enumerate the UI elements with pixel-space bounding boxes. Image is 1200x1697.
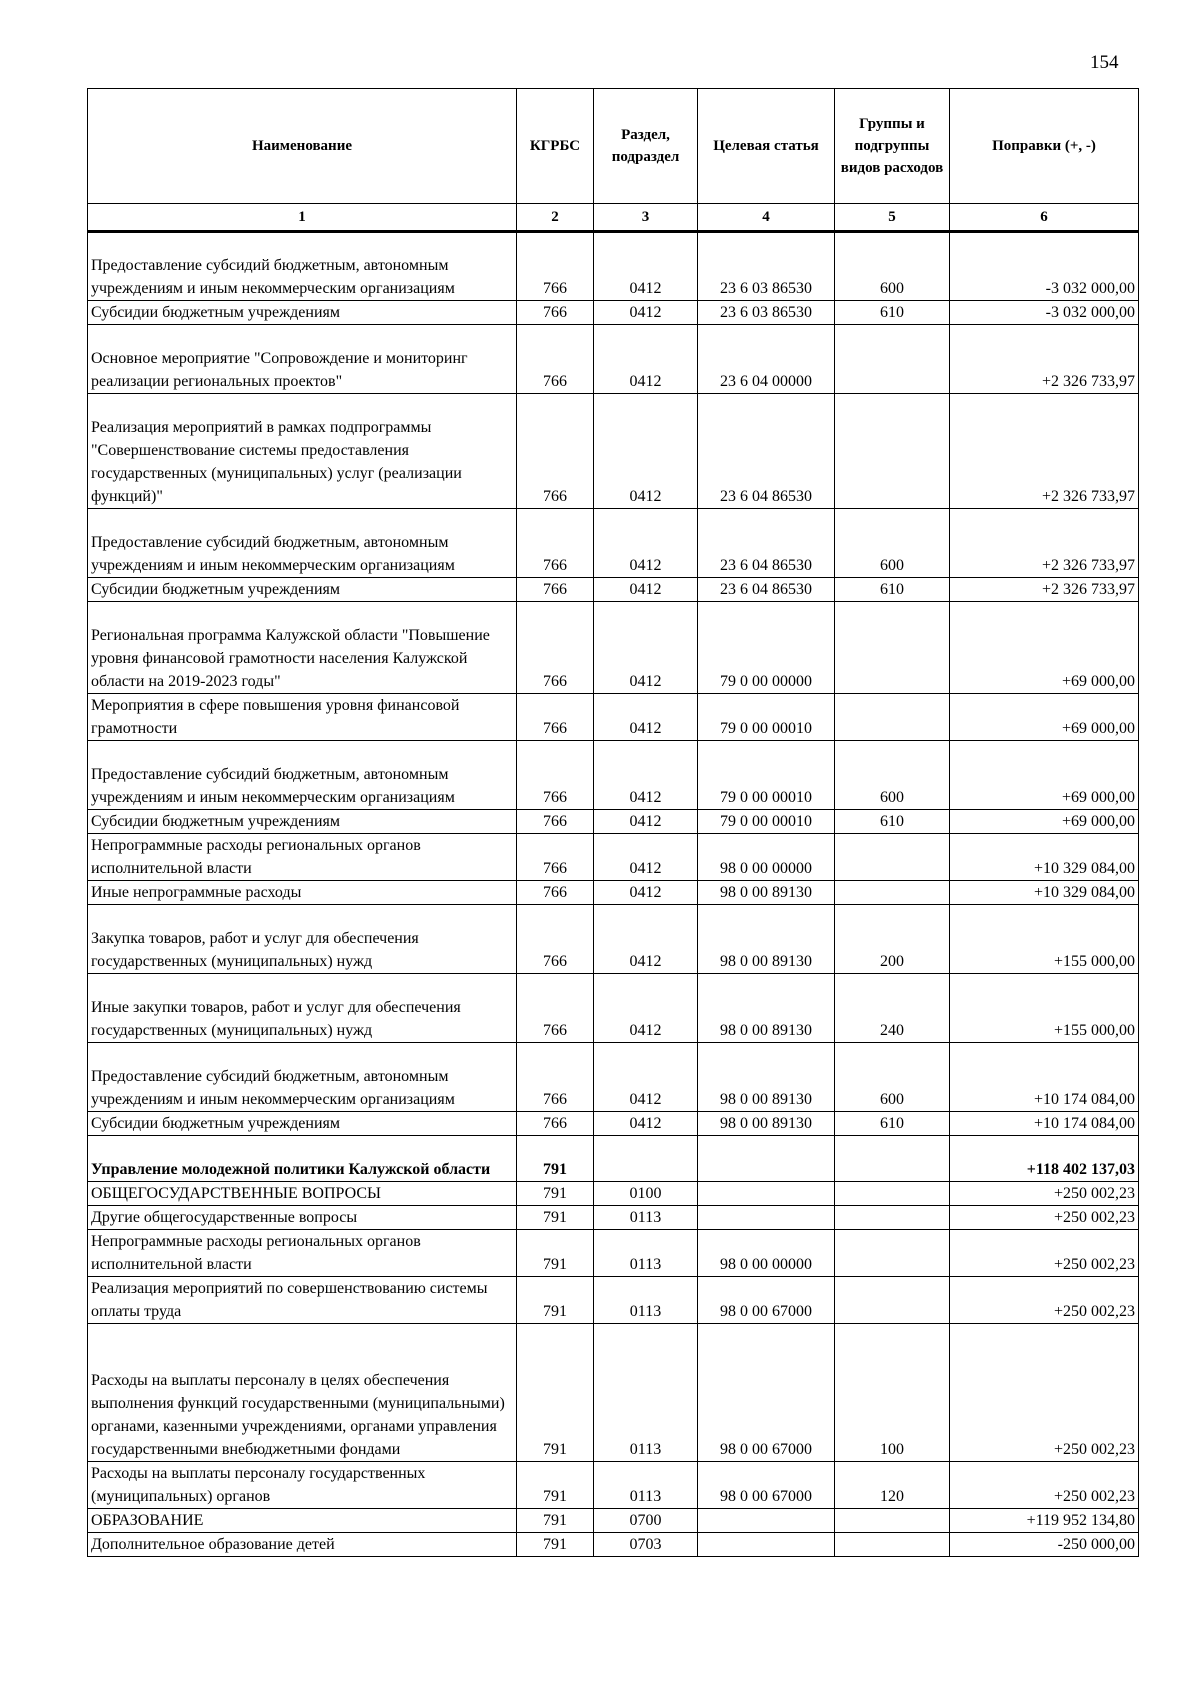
cell-section: 0412 [594, 834, 698, 881]
cell-amount: +250 002,23 [950, 1324, 1139, 1462]
cell-group [835, 1182, 950, 1206]
cell-target: 23 6 03 86530 [698, 232, 835, 301]
cell-section: 0412 [594, 325, 698, 394]
table-row [88, 974, 1139, 1043]
cell-kgrbs: 791 [517, 1206, 594, 1230]
cell-kgrbs: 766 [517, 1112, 594, 1136]
cell-kgrbs: 766 [517, 694, 594, 741]
table-row [88, 394, 1139, 509]
cell-section: 0412 [594, 232, 698, 301]
page-number: 154 [1090, 52, 1119, 73]
table-header-row [88, 89, 1139, 204]
cell-name: ОБЩЕГОСУДАРСТВЕННЫЕ ВОПРОСЫ [88, 1182, 517, 1206]
header-group: Группы и подгруппы видов расходов [835, 89, 950, 204]
cell-target: 98 0 00 89130 [698, 1043, 835, 1112]
cell-section: 0412 [594, 509, 698, 578]
cell-target: 23 6 03 86530 [698, 301, 835, 325]
cell-section: 0412 [594, 974, 698, 1043]
cell-target: 98 0 00 67000 [698, 1277, 835, 1324]
cell-kgrbs: 766 [517, 509, 594, 578]
cell-name: Предоставление субсидий бюджетным, автономным учреждениям и иным некоммерческим организациям [88, 1043, 517, 1112]
cell-amount: +10 174 084,00 [950, 1112, 1139, 1136]
cell-amount: +250 002,23 [950, 1182, 1139, 1206]
table-body [88, 232, 1139, 1557]
cell-kgrbs: 766 [517, 602, 594, 694]
cell-name: Непрограммные расходы региональных органов исполнительной власти [88, 834, 517, 881]
cell-target: 98 0 00 89130 [698, 881, 835, 905]
cell-name: Непрограммные расходы региональных органов исполнительной власти [88, 1230, 517, 1277]
cell-kgrbs: 766 [517, 834, 594, 881]
cell-section: 0412 [594, 1043, 698, 1112]
header-amount: Поправки (+, -) [950, 89, 1139, 204]
cell-name: Реализация мероприятий в рамках подпрограммы "Совершенствование системы предоставления государственных (муниципальных) услуг (реализации функций)" [88, 394, 517, 509]
cell-kgrbs: 766 [517, 1043, 594, 1112]
cell-target: 98 0 00 00000 [698, 834, 835, 881]
budget-amendments-table [87, 88, 1139, 1557]
cell-group: 600 [835, 1043, 950, 1112]
cell-name: Расходы на выплаты персоналу государственных (муниципальных) органов [88, 1462, 517, 1509]
table-row [88, 1206, 1139, 1230]
cell-name: Субсидии бюджетным учреждениям [88, 810, 517, 834]
cell-kgrbs: 791 [517, 1277, 594, 1324]
cell-target: 98 0 00 89130 [698, 974, 835, 1043]
cell-target: 23 6 04 86530 [698, 578, 835, 602]
cell-target [698, 1136, 835, 1182]
cell-group [835, 834, 950, 881]
cell-amount: +69 000,00 [950, 694, 1139, 741]
cell-group: 610 [835, 578, 950, 602]
cell-kgrbs: 766 [517, 394, 594, 509]
cell-group [835, 1533, 950, 1557]
cell-group: 600 [835, 741, 950, 810]
cell-kgrbs: 766 [517, 741, 594, 810]
table-row [88, 741, 1139, 810]
cell-target: 98 0 00 00000 [698, 1230, 835, 1277]
cell-section: 0412 [594, 694, 698, 741]
cell-target: 98 0 00 89130 [698, 1112, 835, 1136]
cell-name: Региональная программа Калужской области "Повышение уровня финансовой грамотности населения Калужской области на 2019-2023 годы" [88, 602, 517, 694]
column-number: 5 [835, 204, 950, 232]
cell-section: 0113 [594, 1462, 698, 1509]
cell-target: 98 0 00 67000 [698, 1324, 835, 1462]
cell-kgrbs: 766 [517, 578, 594, 602]
cell-amount: +118 402 137,03 [950, 1136, 1139, 1182]
cell-group: 200 [835, 905, 950, 974]
cell-amount: +10 329 084,00 [950, 881, 1139, 905]
table-row [88, 810, 1139, 834]
cell-amount: +250 002,23 [950, 1206, 1139, 1230]
table-row [88, 578, 1139, 602]
cell-group: 610 [835, 301, 950, 325]
cell-kgrbs: 766 [517, 905, 594, 974]
cell-amount: -3 032 000,00 [950, 232, 1139, 301]
table-row [88, 1182, 1139, 1206]
cell-section: 0113 [594, 1324, 698, 1462]
cell-amount: +2 326 733,97 [950, 394, 1139, 509]
cell-amount: +69 000,00 [950, 810, 1139, 834]
cell-amount: +155 000,00 [950, 974, 1139, 1043]
cell-target: 98 0 00 89130 [698, 905, 835, 974]
cell-amount: +69 000,00 [950, 741, 1139, 810]
cell-name: Предоставление субсидий бюджетным, автономным учреждениям и иным некоммерческим организациям [88, 741, 517, 810]
table-row [88, 1043, 1139, 1112]
cell-group [835, 1136, 950, 1182]
table-row [88, 905, 1139, 974]
table-row [88, 881, 1139, 905]
header-name: Наименование [88, 89, 517, 204]
cell-target: 98 0 00 67000 [698, 1462, 835, 1509]
cell-name: Мероприятия в сфере повышения уровня финансовой грамотности [88, 694, 517, 741]
cell-section: 0412 [594, 602, 698, 694]
cell-target [698, 1182, 835, 1206]
cell-section: 0113 [594, 1230, 698, 1277]
table-row [88, 1509, 1139, 1533]
column-number: 1 [88, 204, 517, 232]
column-number: 6 [950, 204, 1139, 232]
cell-name: Дополнительное образование детей [88, 1533, 517, 1557]
cell-group: 120 [835, 1462, 950, 1509]
cell-section: 0113 [594, 1206, 698, 1230]
cell-kgrbs: 791 [517, 1324, 594, 1462]
cell-target: 23 6 04 86530 [698, 509, 835, 578]
column-number-row [88, 204, 1139, 232]
cell-name: Закупка товаров, работ и услуг для обеспечения государственных (муниципальных) нужд [88, 905, 517, 974]
cell-kgrbs: 791 [517, 1136, 594, 1182]
cell-name: Другие общегосударственные вопросы [88, 1206, 517, 1230]
cell-section: 0412 [594, 301, 698, 325]
cell-section: 0412 [594, 741, 698, 810]
table-row [88, 1324, 1139, 1462]
cell-section: 0412 [594, 881, 698, 905]
header-kgrbs: КГРБС [517, 89, 594, 204]
cell-group: 600 [835, 509, 950, 578]
cell-kgrbs: 766 [517, 232, 594, 301]
cell-group [835, 325, 950, 394]
cell-group: 240 [835, 974, 950, 1043]
cell-name: ОБРАЗОВАНИЕ [88, 1509, 517, 1533]
cell-name: Субсидии бюджетным учреждениям [88, 578, 517, 602]
cell-amount: +69 000,00 [950, 602, 1139, 694]
cell-target: 23 6 04 00000 [698, 325, 835, 394]
column-number: 2 [517, 204, 594, 232]
cell-kgrbs: 766 [517, 325, 594, 394]
cell-amount: +250 002,23 [950, 1230, 1139, 1277]
cell-name: Основное мероприятие "Сопровождение и мониторинг реализации региональных проектов" [88, 325, 517, 394]
cell-group: 600 [835, 232, 950, 301]
header-section: Раздел, подраздел [594, 89, 698, 204]
cell-name: Предоставление субсидий бюджетным, автономным учреждениям и иным некоммерческим организациям [88, 509, 517, 578]
table-row [88, 1533, 1139, 1557]
cell-amount: +119 952 134,80 [950, 1509, 1139, 1533]
table-row [88, 325, 1139, 394]
cell-kgrbs: 766 [517, 810, 594, 834]
cell-amount: -3 032 000,00 [950, 301, 1139, 325]
cell-group: 610 [835, 810, 950, 834]
cell-amount: +10 329 084,00 [950, 834, 1139, 881]
cell-section: 0412 [594, 578, 698, 602]
cell-target [698, 1533, 835, 1557]
cell-amount: +250 002,23 [950, 1277, 1139, 1324]
cell-name: Предоставление субсидий бюджетным, автономным учреждениям и иным некоммерческим организациям [88, 232, 517, 301]
cell-group [835, 694, 950, 741]
cell-group [835, 1230, 950, 1277]
cell-section: 0703 [594, 1533, 698, 1557]
cell-kgrbs: 791 [517, 1533, 594, 1557]
cell-kgrbs: 791 [517, 1230, 594, 1277]
cell-kgrbs: 791 [517, 1182, 594, 1206]
cell-section: 0412 [594, 810, 698, 834]
table-row [88, 301, 1139, 325]
cell-name: Иные закупки товаров, работ и услуг для обеспечения государственных (муниципальных) нужд [88, 974, 517, 1043]
table-row [88, 1277, 1139, 1324]
column-number: 4 [698, 204, 835, 232]
cell-target [698, 1206, 835, 1230]
cell-amount: +250 002,23 [950, 1462, 1139, 1509]
cell-kgrbs: 791 [517, 1509, 594, 1533]
cell-group [835, 881, 950, 905]
table-row [88, 1462, 1139, 1509]
cell-group [835, 1509, 950, 1533]
cell-group [835, 602, 950, 694]
cell-name: Расходы на выплаты персоналу в целях обеспечения выполнения функций государственными (муниципальными) органами, казенными учреждениями, органами управления государственными внебюджетными фондами [88, 1324, 517, 1462]
cell-target: 79 0 00 00010 [698, 741, 835, 810]
cell-section: 0100 [594, 1182, 698, 1206]
cell-amount: +2 326 733,97 [950, 578, 1139, 602]
cell-name: Иные непрограммные расходы [88, 881, 517, 905]
table-row [88, 694, 1139, 741]
header-target: Целевая статья [698, 89, 835, 204]
cell-target [698, 1509, 835, 1533]
cell-target: 79 0 00 00010 [698, 810, 835, 834]
cell-name: Субсидии бюджетным учреждениям [88, 1112, 517, 1136]
cell-name: Управление молодежной политики Калужской области [88, 1136, 517, 1182]
cell-group [835, 1206, 950, 1230]
cell-section: 0412 [594, 1112, 698, 1136]
cell-section [594, 1136, 698, 1182]
cell-amount: -250 000,00 [950, 1533, 1139, 1557]
cell-section: 0412 [594, 905, 698, 974]
cell-kgrbs: 766 [517, 974, 594, 1043]
cell-section: 0412 [594, 394, 698, 509]
cell-group: 610 [835, 1112, 950, 1136]
cell-target: 23 6 04 86530 [698, 394, 835, 509]
cell-amount: +2 326 733,97 [950, 325, 1139, 394]
cell-amount: +155 000,00 [950, 905, 1139, 974]
cell-name: Реализация мероприятий по совершенствованию системы оплаты труда [88, 1277, 517, 1324]
cell-kgrbs: 791 [517, 1462, 594, 1509]
table-row [88, 509, 1139, 578]
table-row [88, 1112, 1139, 1136]
cell-amount: +2 326 733,97 [950, 509, 1139, 578]
cell-kgrbs: 766 [517, 301, 594, 325]
table-row [88, 1230, 1139, 1277]
table-row [88, 602, 1139, 694]
cell-amount: +10 174 084,00 [950, 1043, 1139, 1112]
cell-target: 79 0 00 00010 [698, 694, 835, 741]
cell-kgrbs: 766 [517, 881, 594, 905]
cell-section: 0700 [594, 1509, 698, 1533]
cell-section: 0113 [594, 1277, 698, 1324]
column-number: 3 [594, 204, 698, 232]
cell-group [835, 1277, 950, 1324]
table-row [88, 1136, 1139, 1182]
cell-group [835, 394, 950, 509]
table-row [88, 232, 1139, 301]
cell-target: 79 0 00 00000 [698, 602, 835, 694]
cell-group: 100 [835, 1324, 950, 1462]
table-row [88, 834, 1139, 881]
cell-name: Субсидии бюджетным учреждениям [88, 301, 517, 325]
